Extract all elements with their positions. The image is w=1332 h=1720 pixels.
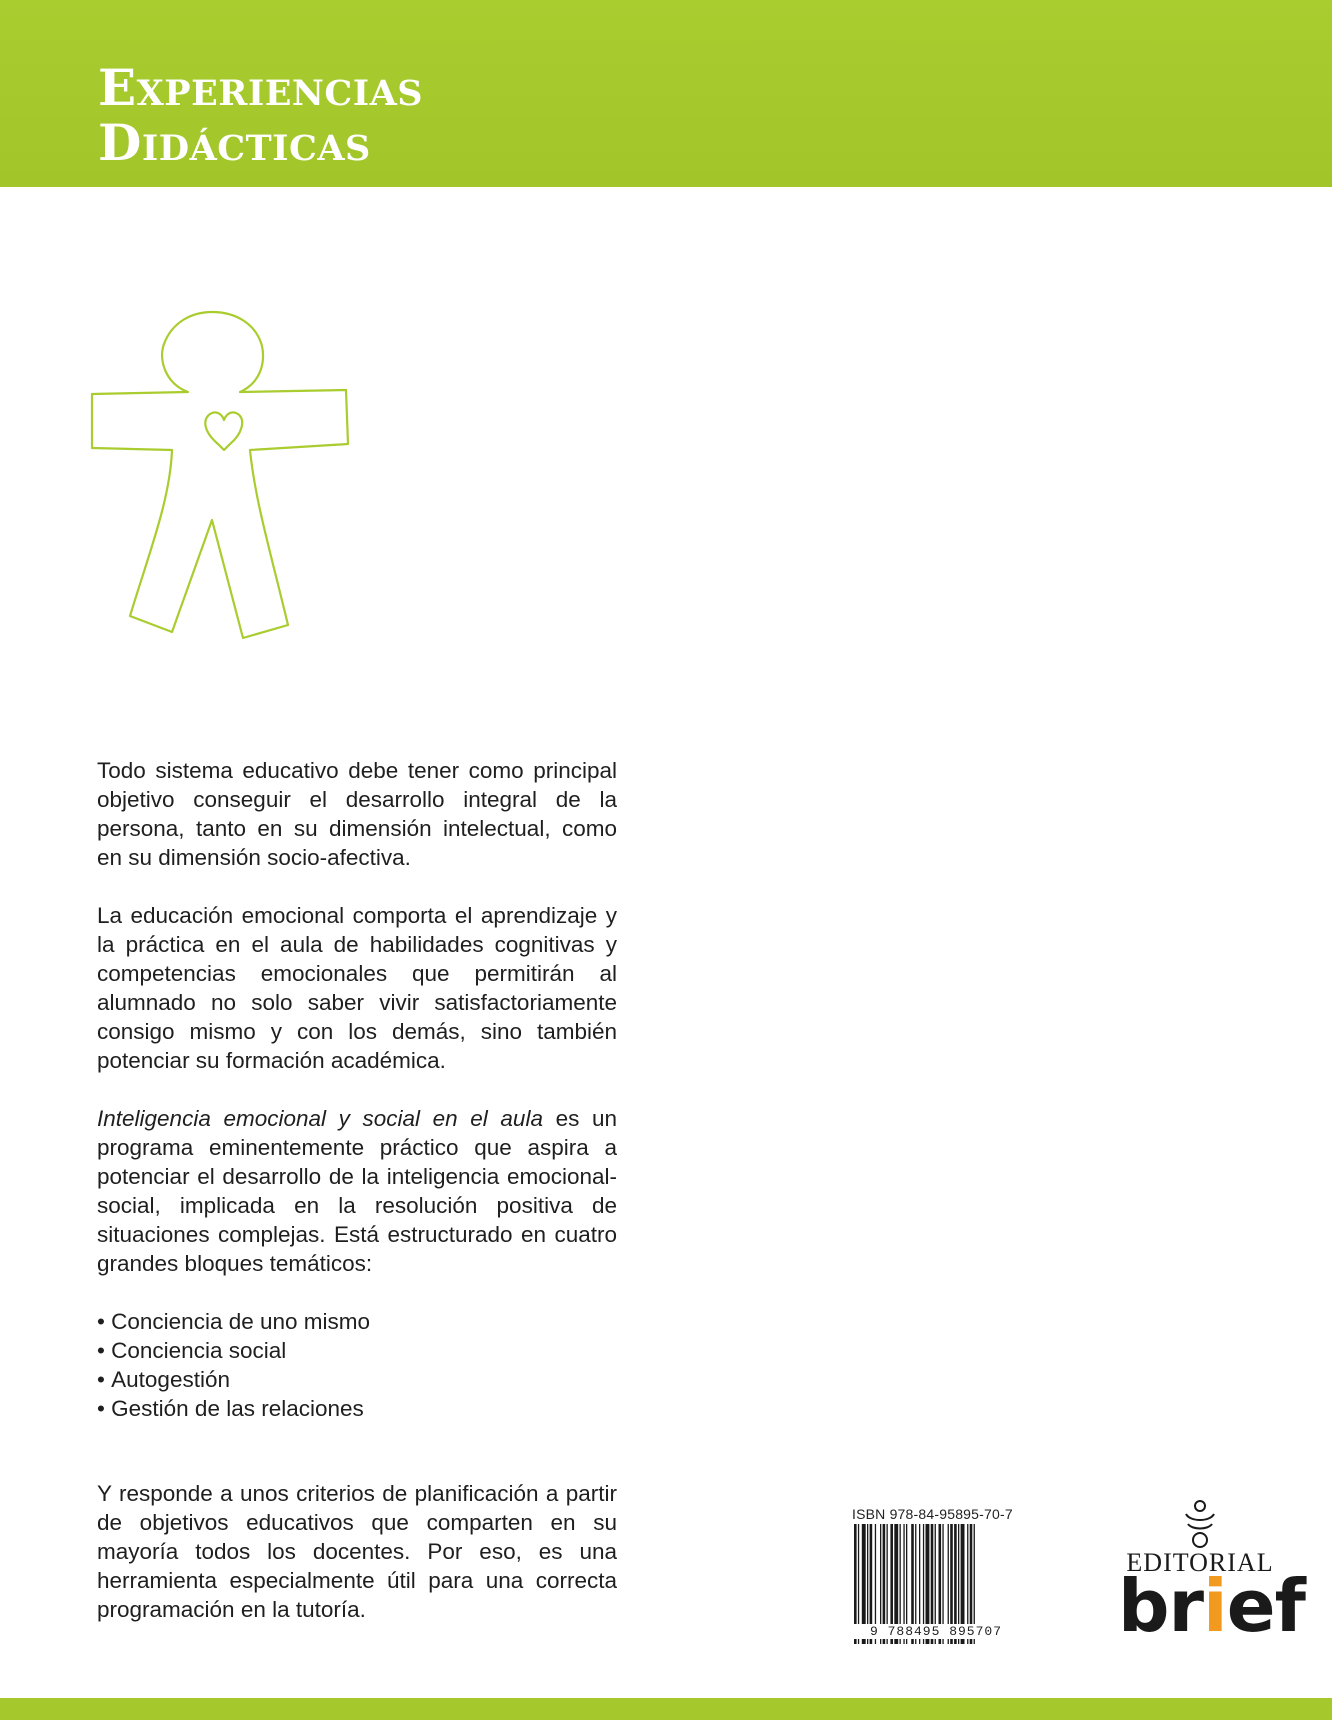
- publisher-brand-name: [1118, 1564, 1305, 1648]
- list-item: • Conciencia de uno mismo: [97, 1307, 617, 1336]
- barcode-digits: 9 788495 895707: [848, 1624, 1024, 1639]
- paragraph-program-rest: es un programa eminentemente práctico que aspira a potenciar el desarrollo de la inteligencia emocional-social, implicada en la resolución positiva de situaciones complejas. Está estructurado en cuatro grandes bloques temáticos:: [97, 1106, 617, 1276]
- book-title-reference: Inteligencia emocional y social en el aula: [97, 1106, 543, 1131]
- gingerbread-person-heart-icon: [90, 310, 360, 640]
- series-title-line-1: Experiencias: [98, 58, 424, 117]
- paragraph-intro: Todo sistema educativo debe tener como principal objetivo conseguir el desarrollo integral de la persona, tanto en su dimensión intelectual, como en su dimensión socio-afectiva.: [97, 758, 617, 870]
- brand-part-2: ef: [1226, 1564, 1305, 1648]
- list-item: • Gestión de las relaciones: [97, 1394, 617, 1423]
- paragraph-emotional-education: La educación emocional comporta el aprendizaje y la práctica en el aula de habilidades cognitivas y competencias emocionales que permitirán al alumnado no solo saber vivir satisfactoriamente consigo mismo y con los demás, sino también potenciar su formación académica.: [97, 903, 617, 1073]
- brand-accent-letter: i: [1203, 1564, 1227, 1648]
- list-item: • Autogestión: [97, 1365, 617, 1394]
- publisher-editorial-word: EDITORIAL: [1126, 1548, 1274, 1577]
- bottom-color-band: [0, 1698, 1332, 1720]
- paragraph-program: [97, 1104, 617, 1278]
- back-cover-text: [97, 756, 617, 1480]
- series-title-line-2: Didácticas: [98, 113, 371, 172]
- topic-list: [97, 1307, 617, 1423]
- isbn-label: ISBN 978-84-95895-70-7: [852, 1506, 1013, 1522]
- brand-part-1: br: [1118, 1564, 1204, 1648]
- series-title: [98, 60, 423, 170]
- paragraph-closing: Y responde a unos criterios de planificación a partir de objetivos educativos que comparten en su mayoría todos los docentes. Por eso, es una herramienta especialmente útil para una correcta programación en la tutoría.: [97, 1481, 617, 1622]
- list-item: • Conciencia social: [97, 1336, 617, 1365]
